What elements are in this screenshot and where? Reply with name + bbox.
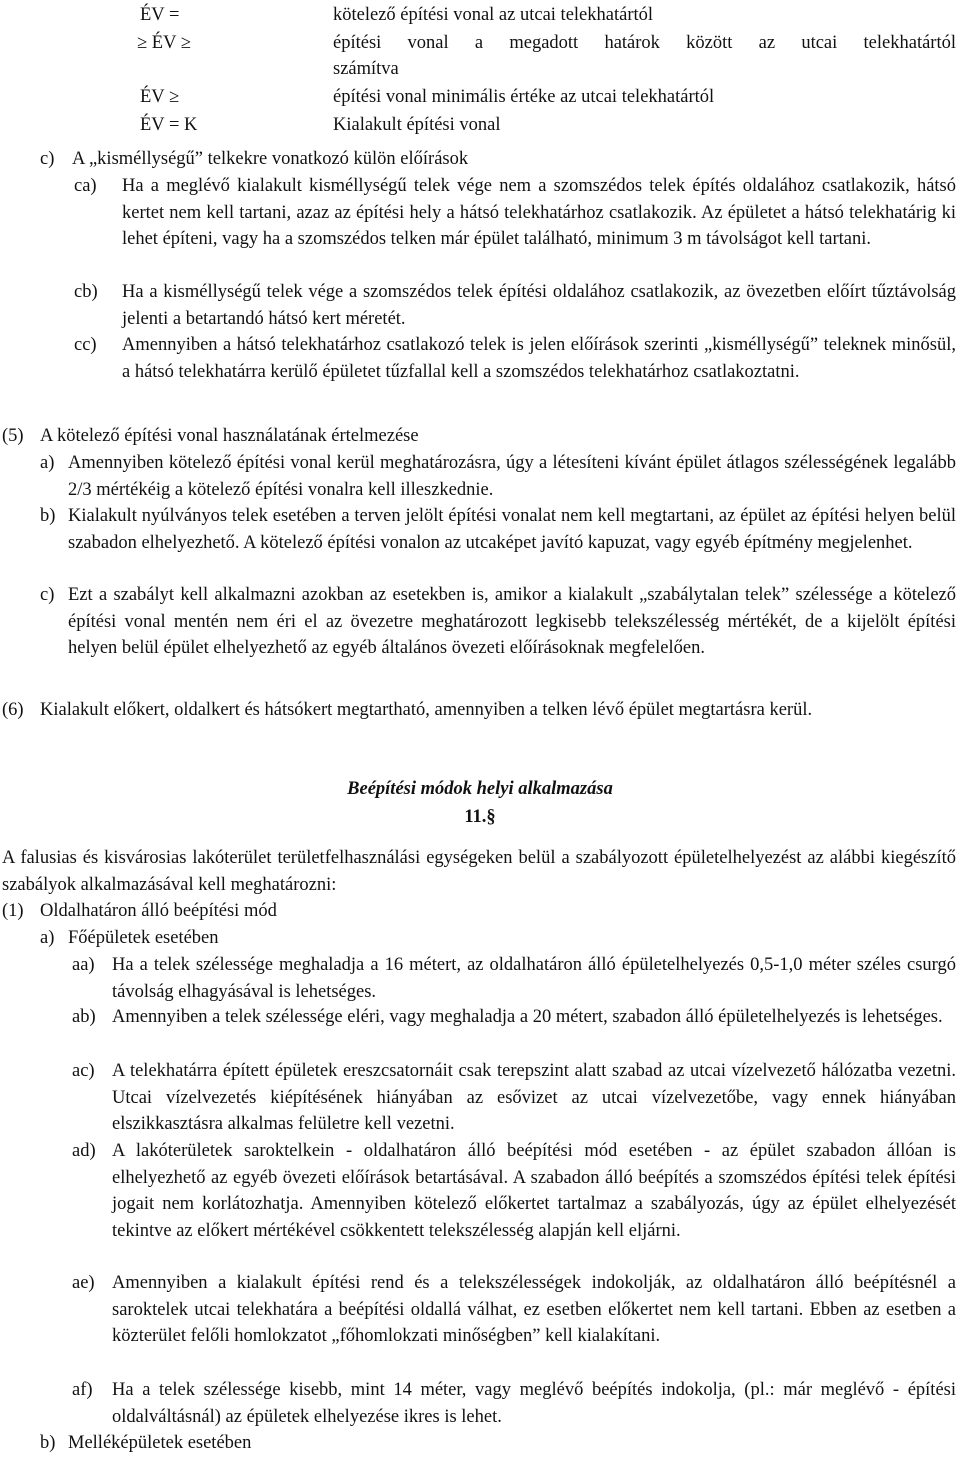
section-number: (1): [2, 901, 24, 921]
item-label: cc): [74, 335, 97, 355]
subsection-a-title: [40, 925, 956, 952]
section-5-title: [2, 423, 956, 450]
item-label: ca): [74, 176, 97, 196]
item-label: ac): [72, 1061, 95, 1081]
item-text: A telekhatárra épített épületek ereszcsatornáit csak terepszint alatt szabad az utcai vízelvezető hálózatba vezetni. Utcai vízelvezetés kiépítésének hiányában az esővizet az utcai vízelvezetőbe, vagy ennek hiányában elszikkasztásra alkalmas felületre kell vezetni.: [112, 1061, 956, 1134]
item-text: A „kisméllységű” telkekre vonatkozó külön előírások: [72, 149, 469, 169]
item-text: Ha a meglévő kialakult kisméllységű telek vége nem a szomszédos telek építés oldalához csatlakozik, hátsó kertet nem kell tartani, azaz az építési hely a hátsó telekhatárhoz csatlakozik. Az épületet a hátsó telekhatárig ki lehet építeni, vagy ha a szomszédos telken már épület található, minimum 3 m távolságot kell tartani.: [122, 176, 956, 249]
section-title: A kötelező építési vonal használatának értelmezése: [40, 426, 419, 446]
item-label: ae): [72, 1273, 95, 1293]
section-title: Oldalhatáron álló beépítési mód: [40, 901, 277, 921]
list-item: [40, 503, 956, 556]
item-label: a): [40, 928, 55, 948]
list-item: [74, 173, 956, 253]
item-text: Amennyiben a telek szélessége eléri, vagy meghaladja a 20 métert, szabadon álló épületelhelyezés is lehetséges.: [112, 1007, 943, 1027]
legend-description: Kialakult építési vonal: [333, 115, 501, 135]
legend-symbol: ÉV ≥: [140, 87, 180, 107]
item-label: cb): [74, 282, 98, 302]
item-text: Ezt a szabályt kell alkalmazni azokban az esetekben is, amikor a kialakult „szabálytalan telek” szélessége a kötelező építési vonal mentén nem éri el az övezetre meghatározott legkisebb telekszélesség mértékét, de a kijelölt építési helyen belül épület elhelyezhető az egyéb általános övezeti előírásoknak megfelelően.: [68, 585, 956, 658]
list-item: [72, 1377, 956, 1430]
item-label: ad): [72, 1141, 96, 1161]
list-item: [72, 952, 956, 1005]
legend-symbol: ÉV = K: [140, 115, 198, 135]
list-item: [74, 332, 956, 385]
item-label: c): [40, 149, 55, 169]
list-item: [72, 1138, 956, 1244]
legend-symbol: ÉV =: [140, 5, 180, 25]
item-text: Kialakult nyúlványos telek esetében a terven jelölt építési vonalat nem kell megtartani, az épület az építési helyen belül szabadon elhelyezhető. A kötelező építési vonalon az utcaképet javító kapuzat, vagy egyéb építmény megjelenhet.: [68, 506, 956, 553]
section-number: (5): [2, 426, 24, 446]
list-item: [72, 1058, 956, 1138]
list-item: [72, 1004, 956, 1031]
legend-description: építési vonal a megadott határok között az utcai telekhatártól: [333, 33, 956, 53]
item-text: Amennyiben a hátsó telekhatárhoz csatlakozó telek is jelen előírások szerinti „kisméllységű” teleknek minősül, a hátsó telekhatárra kerülő épületet tűzfallal kell a szomszédos telekhatárhoz csatlakoztatni.: [122, 335, 956, 382]
item-label: c): [40, 585, 55, 605]
item-label: aa): [72, 955, 95, 975]
list-item: [74, 279, 956, 332]
section-4c: [40, 146, 956, 173]
item-text: Amennyiben a kialakult építési rend és a telekszélességek indokolják, az oldalhatáron álló beépítésnél a saroktelek utcai telekhatára a beépítési oldallá válhat, ez esetben előkertet nem kell tartani. Ebben az esetben a közterület felőli homlokzatot „főhomlokzati minőségben” kell kialakítani.: [112, 1273, 956, 1346]
list-item: [40, 582, 956, 662]
chapter-title: Beépítési módok helyi alkalmazása: [347, 779, 613, 799]
item-text: Ha a telek szélessége kisebb, mint 14 méter, vagy meglévő beépítés indokolja, (pl.: már meglévő - építési oldalváltásnál) az épületek elhelyezése ikres is lehet.: [112, 1380, 956, 1427]
item-label: b): [40, 506, 56, 526]
legend-description: építési vonal minimális értéke az utcai telekhatártól: [333, 87, 715, 107]
intro-paragraph: A falusias és kisvárosias lakóterület területfelhasználási egységeken belül a szabályozott épületelhelyezést az alábbi kiegészítő szabályok alkalmazásával kell meghatározni:: [2, 848, 956, 895]
list-item: [72, 1270, 956, 1350]
list-item: [40, 450, 956, 503]
subsection-b-title: [40, 1430, 956, 1457]
legend-description-continued: számítva: [333, 59, 399, 79]
item-text: Kialakult előkert, oldalkert és hátsókert megtartható, amennyiben a telken lévő épület megtartásra kerül.: [40, 700, 813, 720]
chapter-number: 11.§: [464, 807, 496, 827]
section-number: (6): [2, 700, 24, 720]
item-label: ab): [72, 1007, 96, 1027]
subsection-title: Melléképületek esetében: [68, 1433, 252, 1453]
subsection-title: Főépületek esetében: [68, 928, 219, 948]
item-label: a): [40, 453, 55, 473]
legend-symbol: ≥ ÉV ≥: [137, 33, 191, 53]
section-11-1-title: [2, 898, 956, 925]
item-text: Ha a telek szélessége meghaladja a 16 métert, az oldalhatáron álló épületelhelyezés 0,5-1,0 méter széles csurgó távolság elhagyásával is lehetséges.: [112, 955, 956, 1002]
item-label: b): [40, 1433, 56, 1453]
item-text: A lakóterületek saroktelkein - oldalhatáron álló beépítési mód esetében - az épület szabadon állóan is elhelyezhető az egyéb övezeti előírások betartásával. A szabadon álló beépítés a szomszédos építési telek építési jogait nem korlátozhatja. Amennyiben kötelező előkertet tartalmaz a szabályozás, úgy az épület elhelyezését tekintve az előkert mértékével csökkentett telekszélesség alapján kell eljárni.: [112, 1141, 956, 1241]
item-text: Amennyiben kötelező építési vonal kerül meghatározásra, úgy a létesíteni kívánt épület átlagos szélességének legalább 2/3 mértékéig a kötelező építési vonalra kell illeszkednie.: [68, 453, 956, 500]
legend-description: kötelező építési vonal az utcai telekhatártól: [333, 5, 654, 25]
item-text: Ha a kisméllységű telek vége a szomszédos telek építési oldalához csatlakozik, az övezetben előírt tűztávolság jelenti a betartandó hátsó kert méretét.: [122, 282, 956, 329]
section-6: [2, 697, 956, 724]
item-label: af): [72, 1380, 93, 1400]
